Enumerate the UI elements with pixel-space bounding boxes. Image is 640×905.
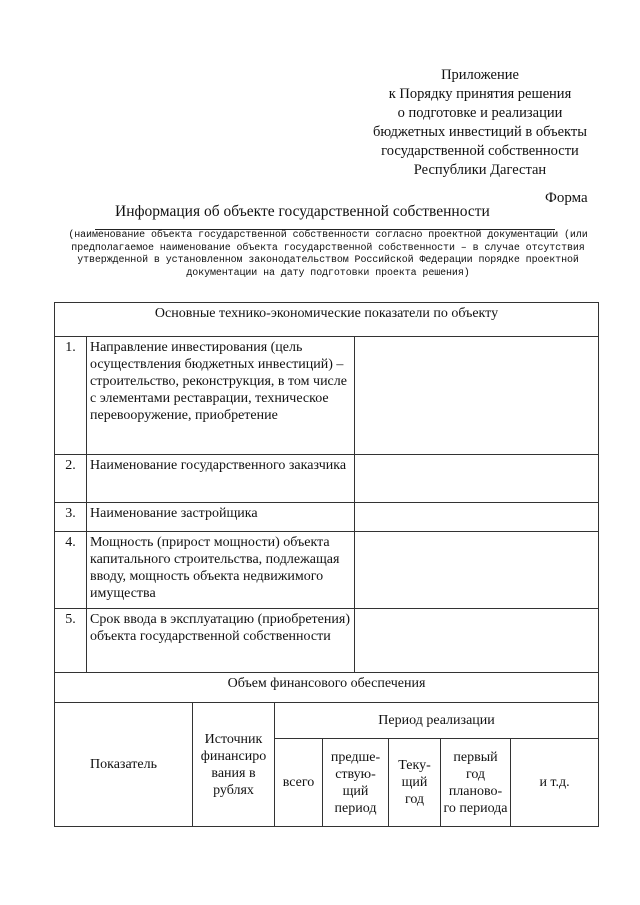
row-number: 5. [55,609,87,673]
table-row [55,455,599,503]
finance-table [54,702,599,827]
indicator-column-header: Показатель [55,703,193,827]
finance-header: Объем финансового обеспечения [55,673,599,703]
appendix-line: Приложение [441,67,519,83]
appendix-line: бюджетных инвестиций в объекты [373,124,587,140]
appendix-header [330,66,630,180]
row-label: Мощность (прирост мощности) объекта капитального строительства, подлежащая вводу, мощность объекта недвижимого имущества [87,532,355,609]
source-column-header: Источник финансиро вания в рублях [193,703,275,827]
appendix-line: государственной собственности [381,143,579,159]
table-row [55,609,599,673]
appendix-line: о подготовке и реализации [397,105,563,121]
row-value[interactable] [355,609,599,673]
row-label: Направление инвестирования (цель осуществления бюджетных инвестиций) – строительство, реконструкция, в том числе с элементами реставрации, техническое перевооружение, приобретение [87,337,355,455]
object-name-note: (наименование объекта государственной собственности согласно проектной документации (или предполагаемое наименование объекта государственной собственности – в случае отсутствия утвержденной в установленном законодательством Российской Федерации порядке проектной документации на дату подготовки проекта решения) [68,230,588,279]
technical-indicators-table [54,302,599,703]
row-label: Срок ввода в эксплуатацию (приобретения) объекта государственной собственности [87,609,355,673]
technical-indicators-header: Основные технико-экономические показатели по объекту [55,303,599,337]
document-title: Информация об объекте государственной собственности [115,203,490,220]
period-column-current: Теку- щий год [389,739,441,827]
form-label: Форма [545,190,588,206]
row-number: 4. [55,532,87,609]
appendix-line: к Порядку принятия решения [388,86,572,102]
row-value[interactable] [355,532,599,609]
row-value[interactable] [355,455,599,503]
table-row [55,532,599,609]
table-row [55,503,599,532]
row-number: 3. [55,503,87,532]
row-value[interactable] [355,503,599,532]
appendix-line: Республики Дагестан [413,162,547,178]
row-label: Наименование государственного заказчика [87,455,355,503]
period-column-previous: предше- ствую- щий период [323,739,389,827]
period-column-first-plan: первый год планово- го периода [441,739,511,827]
row-label: Наименование застройщика [87,503,355,532]
period-header: Период реализации [275,703,599,739]
period-column-total: всего [275,739,323,827]
row-value[interactable] [355,337,599,455]
row-number: 1. [55,337,87,455]
row-number: 2. [55,455,87,503]
table-row [55,337,599,455]
period-column-etc: и т.д. [511,739,599,827]
